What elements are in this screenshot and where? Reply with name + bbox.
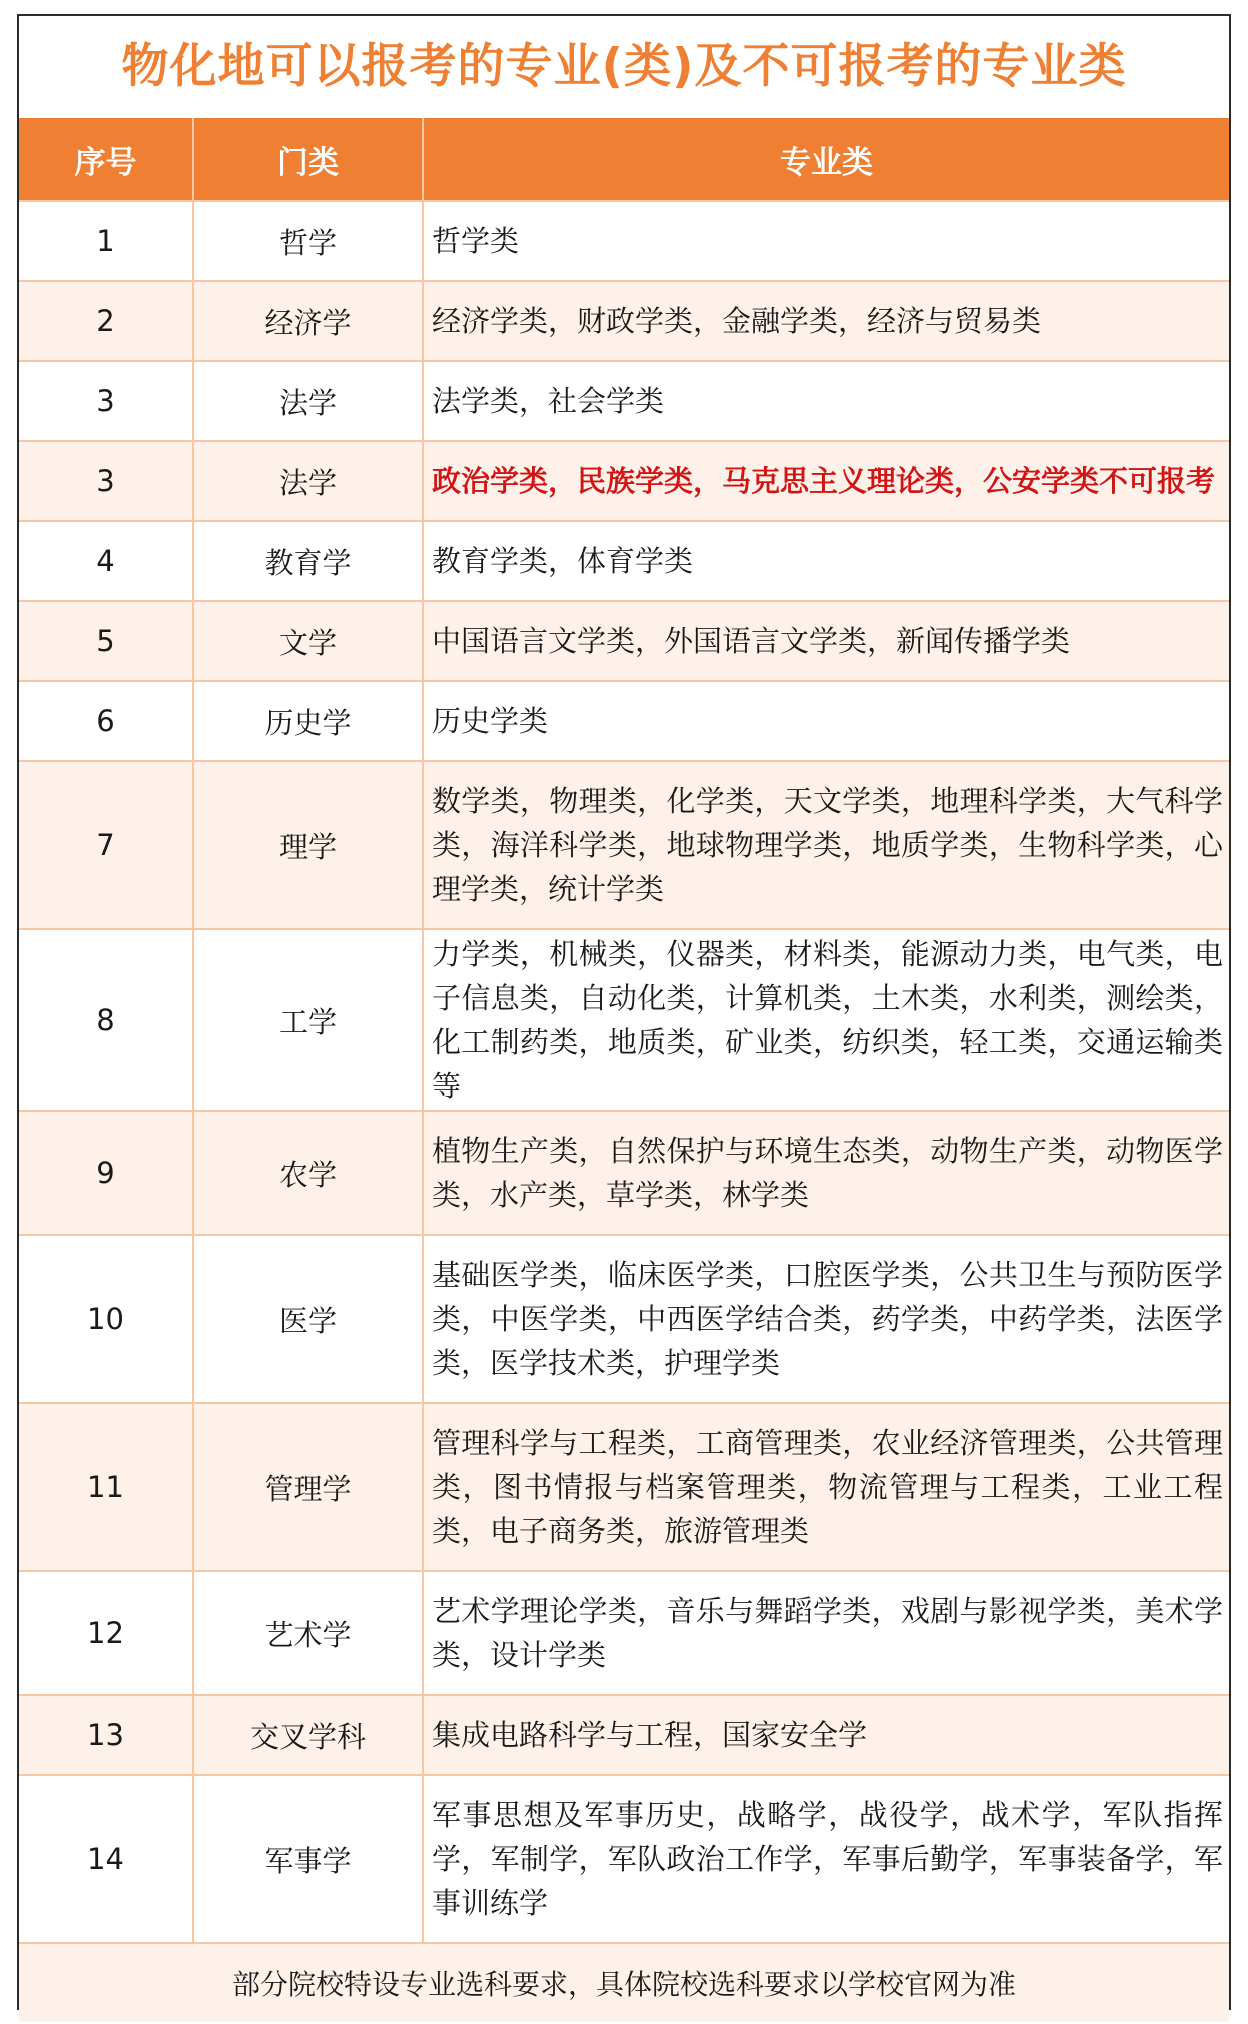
row-category: 理学	[193, 761, 423, 929]
header-category: 门类	[193, 118, 423, 201]
table-row	[19, 281, 1229, 361]
row-majors-not-allowed: 政治学类，民族学类，马克思主义理论类，公安学类不可报考	[423, 441, 1229, 521]
row-category: 经济学	[193, 281, 423, 361]
row-majors: 集成电路科学与工程，国家安全学	[423, 1695, 1229, 1775]
row-category: 历史学	[193, 681, 423, 761]
row-index: 4	[19, 521, 193, 601]
header-majors: 专业类	[423, 118, 1229, 201]
table-row	[19, 929, 1229, 1111]
table-row-restricted	[19, 441, 1229, 521]
row-index: 12	[19, 1571, 193, 1695]
table-row	[19, 1403, 1229, 1571]
row-index: 5	[19, 601, 193, 681]
table-row	[19, 1695, 1229, 1775]
row-majors: 艺术学理论学类，音乐与舞蹈学类，戏剧与影视学类，美术学类，设计学类	[423, 1571, 1229, 1695]
row-index: 7	[19, 761, 193, 929]
row-index: 14	[19, 1775, 193, 1943]
table-footer-row	[19, 1943, 1229, 2022]
row-majors: 基础医学类，临床医学类，口腔医学类，公共卫生与预防医学类，中医学类，中西医学结合类，药学类，中药学类，法医学类，医学技术类，护理学类	[423, 1235, 1229, 1403]
row-category: 法学	[193, 361, 423, 441]
row-category: 管理学	[193, 1403, 423, 1571]
row-majors: 哲学类	[423, 201, 1229, 281]
table-row	[19, 1235, 1229, 1403]
footer-note: 部分院校特设专业选科要求，具体院校选科要求以学校官网为准	[19, 1943, 1229, 2022]
row-category: 艺术学	[193, 1571, 423, 1695]
row-index: 3	[19, 441, 193, 521]
table-row	[19, 361, 1229, 441]
row-index: 2	[19, 281, 193, 361]
row-category: 医学	[193, 1235, 423, 1403]
row-index: 11	[19, 1403, 193, 1571]
table-row	[19, 681, 1229, 761]
row-index: 13	[19, 1695, 193, 1775]
row-index: 6	[19, 681, 193, 761]
row-majors: 力学类，机械类，仪器类，材料类，能源动力类，电气类，电子信息类，自动化类，计算机类，土木类，水利类，测绘类，化工制药类，地质类，矿业类，纺织类，轻工类，交通运输类等	[423, 929, 1229, 1111]
table-card	[17, 14, 1231, 2010]
row-majors: 中国语言文学类，外国语言文学类，新闻传播学类	[423, 601, 1229, 681]
header-index: 序号	[19, 118, 193, 201]
row-category: 教育学	[193, 521, 423, 601]
row-majors: 法学类，社会学类	[423, 361, 1229, 441]
row-category: 农学	[193, 1111, 423, 1235]
row-category: 交叉学科	[193, 1695, 423, 1775]
row-index: 10	[19, 1235, 193, 1403]
table-row	[19, 201, 1229, 281]
table-row	[19, 1775, 1229, 1943]
table-row	[19, 601, 1229, 681]
row-category: 法学	[193, 441, 423, 521]
majors-table	[19, 118, 1229, 2022]
table-row	[19, 1111, 1229, 1235]
row-category: 军事学	[193, 1775, 423, 1943]
row-category: 工学	[193, 929, 423, 1111]
row-index: 8	[19, 929, 193, 1111]
table-header-row	[19, 118, 1229, 201]
page-title: 物化地可以报考的专业(类)及不可报考的专业类	[121, 39, 1127, 94]
row-majors: 军事思想及军事历史，战略学，战役学，战术学，军队指挥学，军制学，军队政治工作学，军事后勤学，军事装备学，军事训练学	[423, 1775, 1229, 1943]
row-index: 3	[19, 361, 193, 441]
row-category: 文学	[193, 601, 423, 681]
row-majors: 管理科学与工程类，工商管理类，农业经济管理类，公共管理类，图书情报与档案管理类，物流管理与工程类，工业工程类，电子商务类，旅游管理类	[423, 1403, 1229, 1571]
table-row	[19, 761, 1229, 929]
row-majors: 经济学类，财政学类，金融学类，经济与贸易类	[423, 281, 1229, 361]
table-row	[19, 1571, 1229, 1695]
row-index: 1	[19, 201, 193, 281]
row-majors: 教育学类，体育学类	[423, 521, 1229, 601]
table-row	[19, 521, 1229, 601]
row-majors: 数学类，物理类，化学类，天文学类，地理科学类，大气科学类，海洋科学类，地球物理学类，地质学类，生物科学类，心理学类，统计学类	[423, 761, 1229, 929]
row-index: 9	[19, 1111, 193, 1235]
row-majors: 历史学类	[423, 681, 1229, 761]
row-category: 哲学	[193, 201, 423, 281]
row-majors: 植物生产类，自然保护与环境生态类，动物生产类，动物医学类，水产类，草学类，林学类	[423, 1111, 1229, 1235]
